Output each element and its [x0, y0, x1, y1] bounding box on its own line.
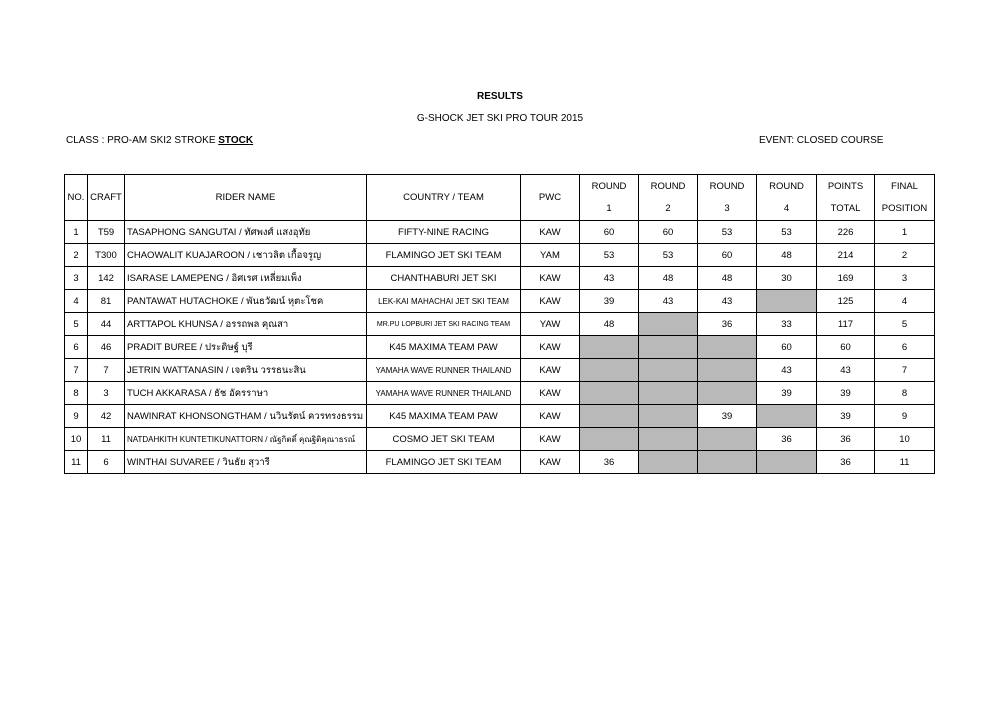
cell-team: K45 MAXIMA TEAM PAW [367, 405, 521, 428]
cell-no: 9 [65, 405, 88, 428]
cell-total: 60 [817, 336, 875, 359]
col-header-team: COUNTRY / TEAM [367, 175, 521, 221]
cell-round-3-empty [698, 382, 757, 405]
round-label: ROUND [650, 180, 686, 192]
total-label: TOTAL [830, 202, 861, 214]
cell-round-4: 48 [757, 244, 817, 267]
cell-pwc: KAW [521, 428, 580, 451]
cell-rider: ISARASE LAMEPENG / อิศเรศ เหลี่ยมเพ็ง [125, 267, 367, 290]
cell-pwc: YAW [521, 313, 580, 336]
cell-round-4: 43 [757, 359, 817, 382]
results-table [64, 174, 935, 474]
cell-total: 36 [817, 428, 875, 451]
cell-round-1: 39 [580, 290, 639, 313]
cell-position: 2 [875, 244, 935, 267]
cell-craft: 81 [88, 290, 125, 313]
cell-round-3-empty [698, 428, 757, 451]
cell-rider: PANTAWAT HUTACHOKE / พันธวัฒน์ หุตะโชค [125, 290, 367, 313]
cell-round-3: 48 [698, 267, 757, 290]
cell-total: 125 [817, 290, 875, 313]
cell-round-1-empty [580, 405, 639, 428]
cell-round-2-empty [639, 382, 698, 405]
table-row [65, 428, 935, 451]
cell-round-2: 48 [639, 267, 698, 290]
round-label: ROUND [709, 180, 745, 192]
table-row [65, 451, 935, 474]
cell-team: FLAMINGO JET SKI TEAM [367, 451, 521, 474]
cell-round-2: 60 [639, 221, 698, 244]
cell-craft: 42 [88, 405, 125, 428]
col-header-no: NO. [65, 175, 88, 221]
cell-total: 169 [817, 267, 875, 290]
table-header-row [65, 175, 935, 221]
cell-pwc: KAW [521, 405, 580, 428]
cell-team: COSMO JET SKI TEAM [367, 428, 521, 451]
round-number: 3 [724, 202, 730, 214]
cell-position: 1 [875, 221, 935, 244]
cell-round-1-empty [580, 336, 639, 359]
cell-round-1-empty [580, 382, 639, 405]
cell-rider: JETRIN WATTANASIN / เจตริน วรรธนะสิน [125, 359, 367, 382]
cell-round-3-empty [698, 451, 757, 474]
cell-pwc: KAW [521, 336, 580, 359]
table-row [65, 244, 935, 267]
cell-round-1-empty [580, 359, 639, 382]
cell-round-4: 36 [757, 428, 817, 451]
cell-pwc: KAW [521, 359, 580, 382]
cell-craft: T300 [88, 244, 125, 267]
cell-position: 4 [875, 290, 935, 313]
cell-team: CHANTHABURI JET SKI [367, 267, 521, 290]
cell-team: LEK-KAI MAHACHAI JET SKI TEAM [367, 290, 521, 313]
table-row [65, 405, 935, 428]
col-header-pwc: PWC [521, 175, 580, 221]
class-label [66, 135, 253, 146]
cell-round-4: 30 [757, 267, 817, 290]
cell-no: 11 [65, 451, 88, 474]
cell-no: 7 [65, 359, 88, 382]
cell-rider: TUCH AKKARASA / ธัช อัครราษา [125, 382, 367, 405]
cell-rider: TASAPHONG SANGUTAI / ทัศพงศ์ แสงอุทัย [125, 221, 367, 244]
cell-total: 36 [817, 451, 875, 474]
round-label: ROUND [769, 180, 804, 192]
cell-no: 5 [65, 313, 88, 336]
cell-total: 226 [817, 221, 875, 244]
table-row [65, 313, 935, 336]
cell-total: 39 [817, 405, 875, 428]
cell-rider: NATDAHKITH KUNTETIKUNATTORN / ณัฐกิตติ์ คุณฐิติคุณาธรณ์ [125, 428, 367, 451]
cell-no: 3 [65, 267, 88, 290]
cell-rider: NAWINRAT KHONSONGTHAM / นวินรัตน์ ควรทรงธรรม [125, 405, 367, 428]
cell-round-1: 48 [580, 313, 639, 336]
cell-pwc: KAW [521, 451, 580, 474]
cell-round-1: 53 [580, 244, 639, 267]
table-row [65, 267, 935, 290]
round-number: 4 [783, 202, 790, 214]
table-row [65, 290, 935, 313]
cell-team: YAMAHA WAVE RUNNER THAILAND [367, 359, 521, 382]
cell-no: 10 [65, 428, 88, 451]
points-label: POINTS [827, 180, 864, 192]
cell-craft: 3 [88, 382, 125, 405]
cell-position: 10 [875, 428, 935, 451]
cell-round-4: 53 [757, 221, 817, 244]
cell-round-3: 36 [698, 313, 757, 336]
cell-no: 4 [65, 290, 88, 313]
event-subtitle: G-SHOCK JET SKI PRO TOUR 2015 [416, 113, 584, 124]
cell-total: 117 [817, 313, 875, 336]
cell-position: 8 [875, 382, 935, 405]
cell-round-2-empty [639, 336, 698, 359]
cell-pwc: KAW [521, 382, 580, 405]
cell-round-2: 43 [639, 290, 698, 313]
cell-team: FLAMINGO JET SKI TEAM [367, 244, 521, 267]
cell-team: FIFTY-NINE RACING [367, 221, 521, 244]
col-header-rider: RIDER NAME [125, 175, 367, 221]
event-label: EVENT: CLOSED COURSE [759, 135, 884, 146]
cell-round-4: 60 [757, 336, 817, 359]
cell-craft: 46 [88, 336, 125, 359]
cell-craft: 142 [88, 267, 125, 290]
cell-position: 5 [875, 313, 935, 336]
cell-no: 8 [65, 382, 88, 405]
cell-craft: 6 [88, 451, 125, 474]
cell-no: 1 [65, 221, 88, 244]
cell-team: YAMAHA WAVE RUNNER THAILAND [367, 382, 521, 405]
cell-rider: CHAOWALIT KUAJAROON / เชาวลิต เกื้อจรูญ [125, 244, 367, 267]
col-header-craft: CRAFT [88, 175, 125, 221]
cell-pwc: KAW [521, 221, 580, 244]
cell-round-2-empty [639, 451, 698, 474]
cell-position: 9 [875, 405, 935, 428]
position-label: POSITION [881, 202, 928, 214]
cell-pwc: YAM [521, 244, 580, 267]
cell-no: 2 [65, 244, 88, 267]
cell-pwc: KAW [521, 290, 580, 313]
cell-round-1: 43 [580, 267, 639, 290]
cell-round-4-empty [757, 451, 817, 474]
table-row [65, 359, 935, 382]
cell-round-4-empty [757, 405, 817, 428]
table-row [65, 336, 935, 359]
cell-round-3: 60 [698, 244, 757, 267]
cell-position: 11 [875, 451, 935, 474]
round-number: 1 [606, 202, 612, 214]
cell-craft: T59 [88, 221, 125, 244]
class-prefix: CLASS : PRO-AM SKI2 STROKE [66, 135, 219, 146]
class-emphasis: STOCK [218, 135, 254, 146]
round-label: ROUND [591, 180, 627, 192]
cell-round-1-empty [580, 428, 639, 451]
cell-round-4: 39 [757, 382, 817, 405]
cell-craft: 11 [88, 428, 125, 451]
table-row [65, 382, 935, 405]
cell-team: K45 MAXIMA TEAM PAW [367, 336, 521, 359]
cell-round-3: 43 [698, 290, 757, 313]
cell-rider: ARTTAPOL KHUNSA / อรรถพล คุณสา [125, 313, 367, 336]
col-header-final-position [875, 175, 935, 221]
cell-round-2: 53 [639, 244, 698, 267]
col-header-round-1 [580, 175, 639, 221]
cell-pwc: KAW [521, 267, 580, 290]
cell-total: 214 [817, 244, 875, 267]
col-header-points-total [817, 175, 875, 221]
cell-no: 6 [65, 336, 88, 359]
col-header-round-4 [757, 175, 817, 221]
cell-round-4-empty [757, 290, 817, 313]
cell-round-2-empty [639, 313, 698, 336]
cell-total: 43 [817, 359, 875, 382]
cell-round-3-empty [698, 359, 757, 382]
cell-round-1: 60 [580, 221, 639, 244]
round-number: 2 [665, 202, 671, 214]
cell-round-2-empty [639, 428, 698, 451]
cell-position: 6 [875, 336, 935, 359]
final-label: FINAL [891, 180, 918, 192]
cell-round-3: 39 [698, 405, 757, 428]
table-row [65, 221, 935, 244]
col-header-round-3 [698, 175, 757, 221]
cell-total: 39 [817, 382, 875, 405]
cell-position: 3 [875, 267, 935, 290]
page-title: RESULTS [477, 91, 523, 102]
cell-craft: 7 [88, 359, 125, 382]
cell-rider: WINTHAI SUVAREE / วินธัย สุวารี [125, 451, 367, 474]
cell-craft: 44 [88, 313, 125, 336]
cell-round-2-empty [639, 405, 698, 428]
col-header-round-2 [639, 175, 698, 221]
cell-team: MR.PU LOPBURI JET SKI RACING TEAM [367, 313, 521, 336]
cell-round-2-empty [639, 359, 698, 382]
cell-round-1: 36 [580, 451, 639, 474]
cell-round-3-empty [698, 336, 757, 359]
cell-round-3: 53 [698, 221, 757, 244]
cell-rider: PRADIT BUREE / ประดิษฐ์ บุรี [125, 336, 367, 359]
cell-round-4: 33 [757, 313, 817, 336]
cell-position: 7 [875, 359, 935, 382]
